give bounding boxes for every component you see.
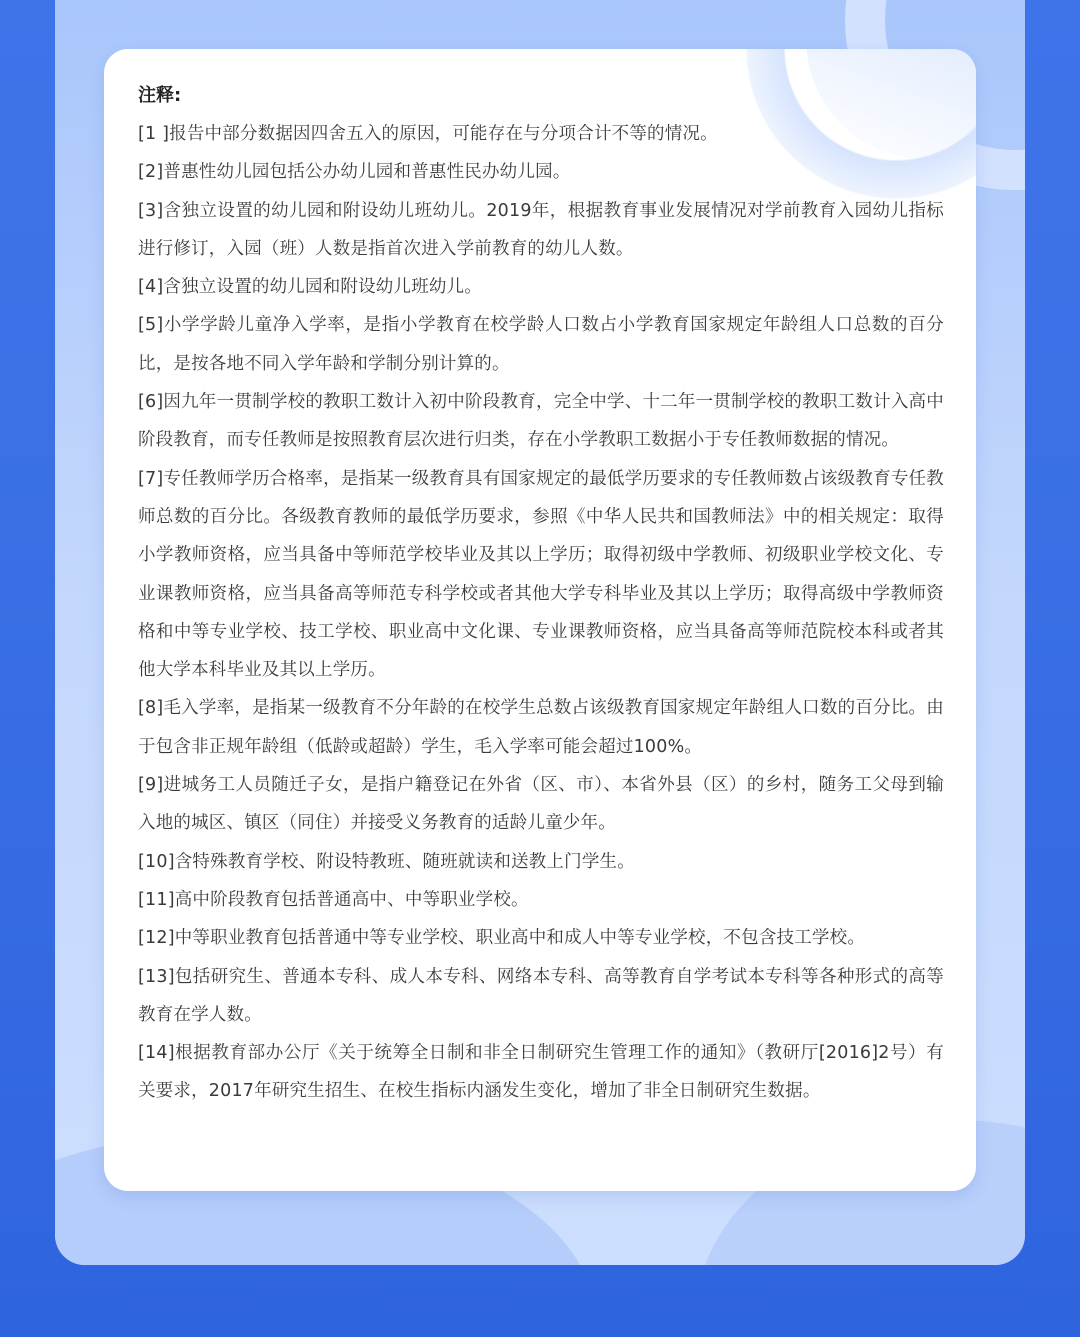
note-item-4: [4]含独立设置的幼儿园和附设幼儿班幼儿。 <box>138 277 482 298</box>
note-item-14: [14]根据教育部办公厅《关于统筹全日制和非全日制研究生管理工作的通知》（教研厅[2016]2号）有关要求，2017年研究生招生、在校生指标内涵发生变化，增加了非全日制研究生数据。 <box>138 1043 944 1102</box>
notes-card <box>104 49 976 1191</box>
note-item-1: [1 ]报告中部分数据因四舍五入的原因，可能存在与分项合计不等的情况。 <box>138 124 718 144</box>
note-item-5: [5]小学学龄儿童净入学率，是指小学教育在校学龄人口数占小学教育国家规定年龄组人口总数的百分比，是按各地不同入学年龄和学制分别计算的。 <box>138 315 944 374</box>
note-item-10: [10]含特殊教育学校、附设特教班、随班就读和送教上门学生。 <box>138 851 635 872</box>
note-item-12: [12]中等职业教育包括普通中等专业学校、职业高中和成人中等专业学校，不包含技工学校。 <box>138 928 866 949</box>
note-item-3: [3]含独立设置的幼儿园和附设幼儿班幼儿。2019年，根据教育事业发展情况对学前教育入园幼儿指标进行修订，入园（班）人数是指首次进入学前教育的幼儿人数。 <box>138 200 944 259</box>
notes-title: 注释: <box>138 85 182 106</box>
note-item-11: [11]高中阶段教育包括普通高中、中等职业学校。 <box>138 889 529 910</box>
note-item-7: [7]专任教师学历合格率，是指某一级教育具有国家规定的最低学历要求的专任教师数占该级教育专任教师总数的百分比。各级教育教师的最低学历要求，参照《中华人民共和国教师法》中的相关规定：取得小学教师资格，应当具备中等师范学校毕业及其以上学历；取得初级中学教师、初级职业学校文化、专业课教师资格，应当具备高等师范专科学校或者其他大学专科毕业及其以上学历；取得高级中学教师资格和中等专业学校、技工学校、职业高中文化课、专业课教师资格，应当具备高等师范院校本科或者其他大学本科毕业及其以上学历。 <box>138 468 944 681</box>
note-item-6: [6]因九年一贯制学校的教职工数计入初中阶段教育，完全中学、十二年一贯制学校的教职工数计入高中阶段教育，而专任教师是按照教育层次进行归类，存在小学教职工数据小于专任教师数据的情况。 <box>138 392 944 451</box>
note-item-13: [13]包括研究生、普通本专科、成人本专科、网络本专科、高等教育自学考试本专科等各种形式的高等教育在学人数。 <box>138 966 944 1025</box>
note-item-2: [2]普惠性幼儿园包括公办幼儿园和普惠性民办幼儿园。 <box>138 162 571 183</box>
notes-list <box>138 115 944 1111</box>
note-item-9: [9]进城务工人员随迁子女，是指户籍登记在外省（区、市）、本省外县（区）的乡村，随务工父母到输入地的城区、镇区（同住）并接受义务教育的适龄儿童少年。 <box>138 775 944 834</box>
note-item-8: [8]毛入学率，是指某一级教育不分年龄的在校学生总数占该级教育国家规定年龄组人口数的百分比。由于包含非正规年龄组（低龄或超龄）学生，毛入学率可能会超过100%。 <box>138 698 944 757</box>
notes-content <box>138 77 944 1111</box>
